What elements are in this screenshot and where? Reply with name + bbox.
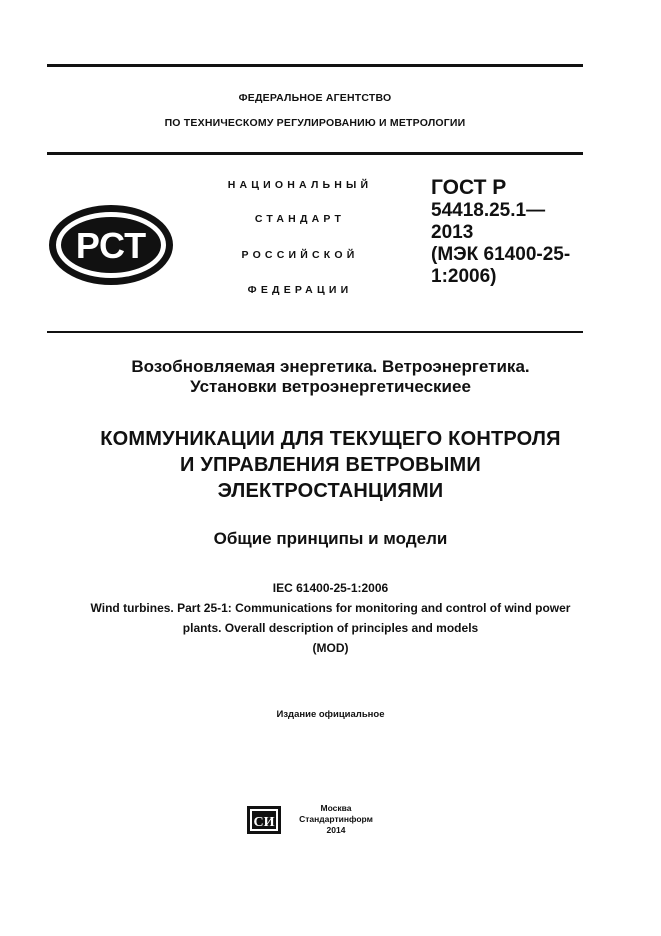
agency-line-2: ПО ТЕХНИЧЕСКОМУ РЕГУЛИРОВАНИЮ И МЕТРОЛОГИИ — [164, 117, 466, 129]
header-rule — [47, 152, 583, 155]
iec-mod: (MOD) — [312, 641, 349, 655]
national-line-1: НАЦИОНАЛЬНЫЙ — [227, 179, 373, 191]
publisher-name: Стандартинформ — [299, 814, 373, 824]
main-title-line-3: ЭЛЕКТРОСТАНЦИЯМИ — [217, 480, 444, 502]
gost-designation — [431, 176, 591, 288]
main-title-line-2: И УПРАВЛЕНИЯ ВЕТРОВЫМИ — [180, 454, 481, 476]
designation-line-1: ГОСТ Р — [431, 176, 507, 199]
top-rule — [47, 64, 583, 67]
models-subtitle: Общие принципы и модели — [213, 529, 448, 548]
publisher-city: Москва — [320, 803, 352, 813]
national-line-3: РОССИЙСКОЙ — [241, 249, 359, 261]
edition-label: Издание официальное — [276, 709, 385, 720]
designation-line-3: 2013 — [431, 222, 474, 243]
publisher-logo-text: СИ — [253, 815, 275, 830]
gost-r-logo — [46, 202, 176, 288]
subtitle-line-2: Установки ветроэнергетическиее — [190, 377, 471, 396]
publisher-year: 2014 — [326, 825, 346, 835]
logo-text: РСТ — [75, 225, 147, 266]
subtitle-line-1: Возобновляемая энергетика. Ветроэнергетика. — [131, 357, 530, 376]
publisher-block — [286, 803, 386, 836]
iec-code: IEC 61400-25-1:2006 — [272, 581, 389, 595]
designation-line-5: 1:2006) — [431, 266, 497, 287]
national-line-4: ФЕДЕРАЦИИ — [247, 284, 353, 296]
designation-line-2: 54418.25.1— — [431, 200, 546, 221]
designation-line-4: (МЭК 61400-25- — [431, 244, 571, 265]
national-line-2: СТАНДАРТ — [254, 213, 346, 225]
agency-line-1: ФЕДЕРАЛЬНОЕ АГЕНТСТВО — [238, 92, 392, 104]
main-title-line-1: КОММУНИКАЦИИ ДЛЯ ТЕКУЩЕГО КОНТРОЛЯ — [100, 428, 561, 450]
standartinform-logo — [246, 805, 282, 835]
iec-english-line-2: plants. Overall description of principles and models — [182, 621, 479, 635]
iec-english-line-1: Wind turbines. Part 25-1: Communications for monitoring and control of wind power — [90, 601, 571, 615]
title-rule — [47, 331, 583, 333]
